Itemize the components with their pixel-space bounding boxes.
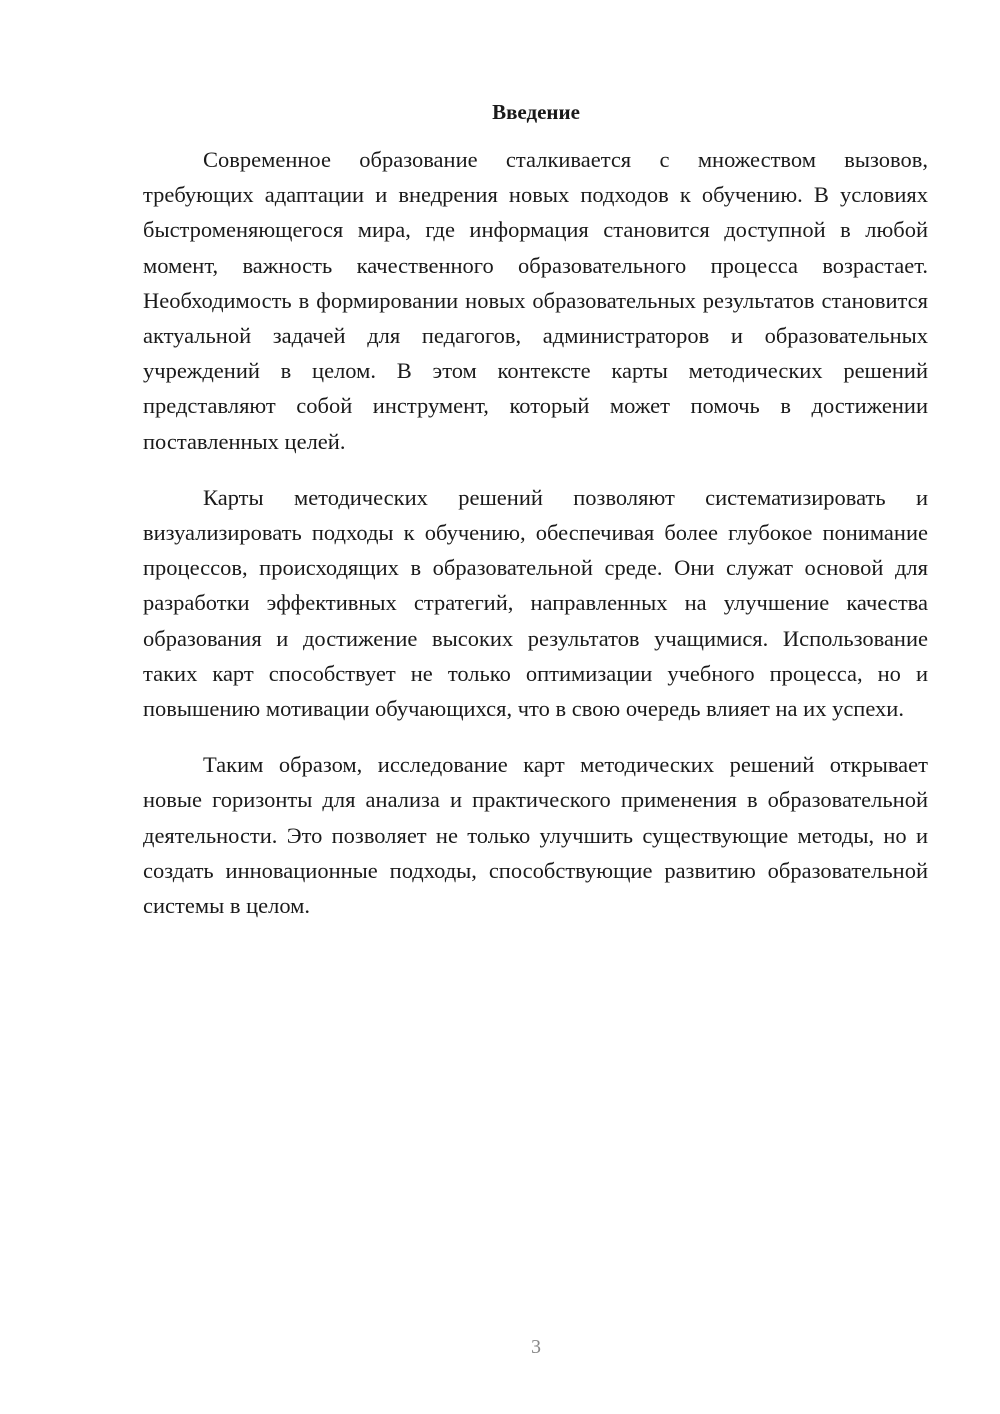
page-number: 3 xyxy=(531,1336,541,1358)
paragraph-3: Таким образом, исследование карт методических решений открывает новые горизонты для анализа и практического применения в образовательной деятельности. Это позволяет не только улучшить существующие методы, но и создать инновационные подходы, способствующие развитию образовательной системы в целом. xyxy=(143,752,928,919)
paragraph-1: Современное образование сталкивается с множеством вызовов, требующих адаптации и внедрения новых подходов к обучению. В условиях быстроменяющегося мира, где информация становится доступной в любой момент, важность качественного образовательного процесса возрастает. Необходимость в формировании новых образовательных результатов становится актуальной задачей для педагогов, администраторов и образовательных учреждений в целом. В этом контексте карты методических решений представляют собой инструмент, который может помочь в достижении поставленных целей. xyxy=(143,147,928,454)
paragraph-2: Карты методических решений позволяют систематизировать и визуализировать подходы к обучению, обеспечивая более глубокое понимание процессов, происходящих в образовательной среде. Они служат основой для разработки эффективных стратегий, направленных на улучшение качества образования и достижение высоких результатов учащимися. Использование таких карт способствует не только оптимизации учебного процесса, но и повышению мотивации обучающихся, что в свою очередь влияет на их успехи. xyxy=(143,484,928,722)
section-heading: Введение xyxy=(492,100,580,124)
body-text xyxy=(143,142,928,944)
